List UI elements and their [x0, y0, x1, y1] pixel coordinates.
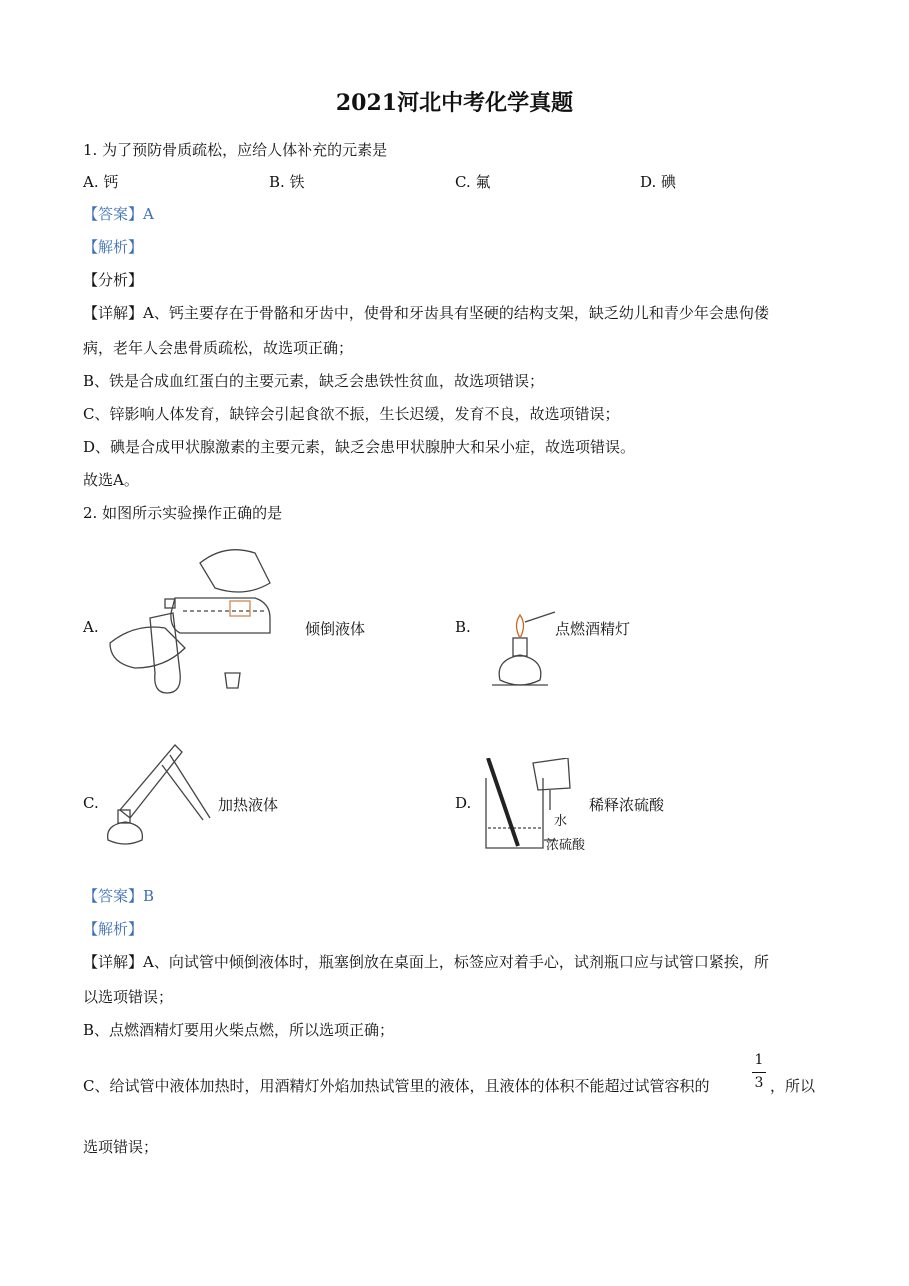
q2-d-water-label: 水	[554, 814, 568, 829]
fraction-bar	[752, 1072, 766, 1073]
q2-stem: 2. 如图所示实验操作正确的是	[83, 504, 283, 522]
alcohol-lamp-match-illustration	[480, 600, 560, 700]
q1-option-d: D. 碘	[640, 173, 677, 191]
fraction-denominator: 3	[754, 1075, 764, 1091]
q1-conclusion: 故选A。	[83, 471, 139, 489]
q2-option-a-letter: A.	[83, 618, 99, 636]
q1-detail-b: B、铁是合成血红蛋白的主要元素，缺乏会患铁性贫血，故选项错误；	[83, 372, 545, 390]
q2-detail-a-line1: 【详解】A、向试管中倾倒液体时，瓶塞倒放在桌面上，标签应对着手心，试剂瓶口应与试管口紧挨，所	[83, 953, 769, 971]
q2-option-b-letter: B.	[455, 618, 471, 636]
q1-detail-a-line2: 病，老年人会患骨质疏松，故选项正确；	[83, 339, 354, 357]
q1-jiexi-heading: 【解析】	[83, 238, 144, 256]
q2-option-c-letter: C.	[83, 794, 99, 812]
fraction-numerator: 1	[754, 1052, 764, 1068]
q2-option-d-letter: D.	[455, 794, 472, 812]
heating-liquid-illustration	[100, 740, 220, 855]
q2-detail-c-line2: 选项错误；	[83, 1138, 159, 1156]
q1-option-b: B. 铁	[269, 173, 305, 191]
q2-detail-c-tail: ，所以	[770, 1077, 816, 1095]
q1-detail-a-line1: 【详解】A、钙主要存在于骨骼和牙齿中，使骨和牙齿具有坚硬的结构支架，缺乏幼儿和青少年会患佝偻	[83, 304, 769, 322]
q2-option-a-label: 倾倒液体	[305, 620, 366, 638]
q2-option-c-label: 加热液体	[218, 796, 279, 814]
q2-detail-b: B、点燃酒精灯要用火柴点燃，所以选项正确；	[83, 1021, 395, 1039]
pouring-liquid-illustration	[105, 543, 275, 703]
q2-detail-a-line2: 以选项错误；	[83, 988, 174, 1006]
q2-answer: 【答案】B	[83, 887, 155, 905]
q2-option-b-label: 点燃酒精灯	[555, 620, 631, 638]
q1-option-c: C. 氟	[455, 173, 491, 191]
q1-detail-c: C、锌影响人体发育，缺锌会引起食欲不振，生长迟缓，发育不良，故选项错误；	[83, 405, 620, 423]
q2-detail-c-line1: C、给试管中液体加热时，用酒精灯外焰加热试管里的液体，且液体的体积不能超过试管容积的	[83, 1077, 710, 1095]
q2-d-acid-label: 浓硫酸	[546, 838, 586, 853]
q1-option-a: A. 钙	[83, 173, 119, 191]
q1-answer: 【答案】A	[83, 205, 154, 223]
page-title: 2021河北中考化学真题	[335, 90, 574, 116]
q1-stem: 1. 为了预防骨质疏松，应给人体补充的元素是	[83, 141, 388, 159]
q2-option-d-label: 稀释浓硫酸	[589, 796, 665, 814]
q1-fenxi-heading: 【分析】	[83, 271, 144, 289]
q2-jiexi-heading: 【解析】	[83, 920, 144, 938]
q1-detail-d: D、碘是合成甲状腺激素的主要元素，缺乏会患甲状腺肿大和呆小症，故选项错误。	[83, 438, 636, 456]
